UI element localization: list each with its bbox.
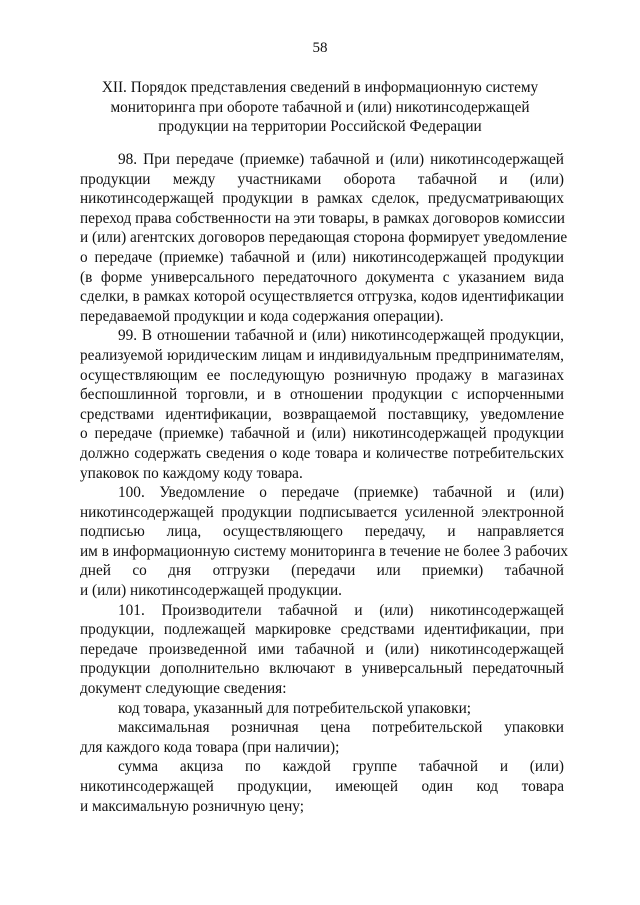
- text-line: никотинсодержащей продукции подписывается усиленной электронной: [80, 503, 564, 521]
- text-line: реализуемой юридическим лицам и индивидуальным предпринимателям,: [80, 346, 564, 364]
- text-line: код товара, указанный для потребительской упаковки;: [118, 699, 472, 717]
- text-line: для каждого кода товара (при наличии);: [80, 738, 340, 756]
- page-number: 58: [312, 40, 328, 56]
- text-line: о передаче (приемке) табачной и (или) никотинсодержащей продукции: [80, 248, 564, 266]
- text-line: передаваемой продукции и кода содержания операции).: [80, 307, 444, 325]
- text-line: никотинсодержащей продукции в рамках сделок, предусматривающих: [80, 190, 564, 208]
- body-text: [80, 150, 569, 816]
- text-line: сделки, в рамках которой осуществляется отгрузка, кодов идентификации: [80, 288, 564, 306]
- text-line: о передаче (приемке) табачной и (или) никотинсодержащей продукции: [80, 425, 564, 443]
- text-line: (в форме универсального передаточного документа с указанием вида: [80, 268, 564, 286]
- text-line: никотинсодержащей продукции, имеющей один код товара: [80, 778, 564, 795]
- text-line: дней со дня отгрузки (передачи или приемки) табачной: [80, 562, 564, 580]
- text-line: продукции, подлежащей маркировке средствами идентификации, при: [80, 621, 564, 639]
- text-line: беспошлинной торговли, и в отношении продукции с испорченными: [80, 386, 564, 404]
- text-line: продукции дополнительно включают в универсальный передаточный: [80, 660, 564, 678]
- text-line: 98. При передаче (приемке) табачной и (или) никотинсодержащей: [118, 151, 564, 168]
- text-line: им в информационную систему мониторинга в течение не более 3 рабочих: [80, 542, 569, 560]
- text-line: переход права собственности на эти товары, в рамках договоров комиссии: [80, 209, 565, 227]
- text-line: и максимальную розничную цену;: [80, 797, 304, 815]
- heading-line: мониторинга при обороте табачной и (или) никотинсодержащей: [110, 98, 530, 116]
- text-line: максимальная розничная цена потребительской упаковки: [118, 719, 564, 737]
- text-line: упаковок по каждому коду товара.: [80, 464, 303, 482]
- text-line: документ следующие сведения:: [80, 680, 287, 698]
- text-line: 101. Производители табачной и (или) никотинсодержащей: [118, 601, 564, 619]
- text-line: и (или) никотинсодержащей продукции.: [80, 582, 343, 600]
- text-line: должно содержать сведения о коде товара и количестве потребительских: [80, 444, 564, 462]
- text-line: и (или) агентских договоров передающая сторона формирует уведомление: [80, 229, 568, 247]
- text-line: сумма акциза по каждой группе табачной и (или): [118, 758, 564, 776]
- text-line: средствами идентификации, возвращаемой поставщику, уведомление: [80, 405, 564, 423]
- text-line: 100. Уведомление о передаче (приемке) табачной и (или): [118, 484, 564, 502]
- text-line: подписью лица, осуществляющего передачу, и направляется: [80, 523, 564, 541]
- text-line: осуществляющим ее последующую розничную продажу в магазинах: [80, 366, 564, 384]
- text-line: 99. В отношении табачной и (или) никотинсодержащей продукции,: [118, 327, 564, 345]
- text-line: продукции между участниками оборота табачной и (или): [80, 170, 564, 188]
- heading-line: продукции на территории Российской Федерации: [158, 118, 482, 135]
- heading-line: XII. Порядок представления сведений в информационную систему: [101, 79, 539, 96]
- section-heading: [80, 78, 560, 137]
- text-line: передаче произведенной ими табачной и (или) никотинсодержащей: [80, 640, 564, 658]
